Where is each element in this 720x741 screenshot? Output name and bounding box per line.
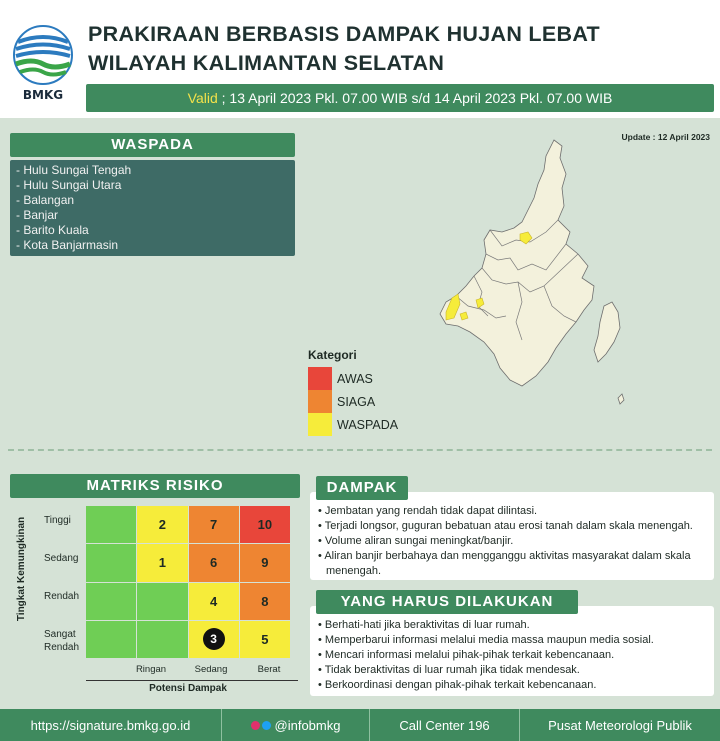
waspada-heading: WASPADA (10, 133, 295, 157)
section-divider (8, 449, 712, 451)
valid-label: Valid (187, 90, 218, 106)
small-island (618, 394, 624, 404)
legend-label: WASPADA (337, 417, 399, 432)
row-label: Sedang (44, 553, 79, 564)
col-label: Ringan (135, 664, 167, 675)
logo-text: BMKG (22, 88, 64, 102)
valid-period-bar (86, 84, 714, 112)
kalsel-map (436, 136, 636, 406)
harus-heading: YANG HARUS DILAKUKAN (316, 590, 578, 614)
matrix-cell: 4 (189, 583, 239, 620)
matrix-cell (137, 583, 187, 620)
matrix-cell: 2 (137, 506, 187, 543)
col-label: Sedang (194, 664, 228, 675)
matrix-cell: 10 (240, 506, 290, 543)
pulau-laut-island (594, 302, 620, 362)
matriks-heading: MATRIKS RISIKO (10, 474, 300, 498)
harus-box (310, 606, 714, 696)
matrix-cell: 6 (189, 544, 239, 581)
valid-period: ; 13 April 2023 Pkl. 07.00 WIB s/d 14 April 2023 Pkl. 07.00 WIB (217, 90, 613, 106)
row-label: Rendah (44, 591, 80, 602)
highlight-marker: 3 (203, 628, 225, 650)
row-label: Sangat Rendah (44, 629, 80, 653)
dampak-item: • Volume aliran sungai meningkat/banjir. (318, 534, 706, 549)
harus-item: • Mencari informasi melalui pihak-pihak terkait kebencanaan. (318, 648, 706, 663)
social-handle: @infobmkg (274, 717, 341, 733)
mainland-shape (440, 140, 594, 386)
area-item: - Balangan (16, 193, 75, 207)
matrix-cell (86, 506, 136, 543)
row-label: Tinggi (44, 515, 71, 526)
matrix-cell: 5 (240, 621, 290, 658)
instagram-icon (251, 721, 260, 730)
legend-label: AWAS (337, 371, 373, 386)
y-axis-title: Tingkat Kemungkinan (16, 516, 27, 622)
x-axis-title: Potensi Dampak (149, 683, 227, 694)
matrix-cell (137, 621, 187, 658)
harus-item: • Tidak beraktivitas di luar rumah jika tidak mendesak. (318, 663, 706, 678)
matrix-cell (189, 621, 239, 658)
harus-item: • Berkoordinasi dengan pihak-pihak terkait kebencanaan. (318, 678, 706, 693)
matrix-cell: 8 (240, 583, 290, 620)
header (0, 0, 720, 118)
matrix-cell: 9 (240, 544, 290, 581)
legend-row-awas (308, 367, 398, 390)
legend-label: SIAGA (337, 394, 376, 409)
social-link[interactable] (222, 709, 370, 741)
waspada-swatch (308, 413, 332, 436)
harus-item: • Memperbarui informasi melalui media massa maupun media sosial. (318, 633, 706, 648)
area-item: - Barito Kuala (16, 223, 89, 237)
area-item: - Hulu Sungai Tengah (16, 163, 132, 177)
page-title (88, 20, 600, 78)
dampak-heading: DAMPAK (316, 476, 408, 500)
risk-matrix-grid (86, 506, 290, 658)
col-label: Berat (257, 664, 281, 675)
dampak-item: • Jembatan yang rendah tidak dapat dilintasi. (318, 504, 706, 519)
matrix-cell (86, 544, 136, 581)
call-center: Call Center 196 (370, 709, 520, 741)
website-link[interactable]: https://signature.bmkg.go.id (0, 709, 222, 741)
footer (0, 709, 720, 741)
bmkg-logo-icon (12, 24, 74, 86)
area-item: - Banjar (16, 208, 59, 222)
area-item: - Kota Banjarmasin (16, 238, 119, 252)
social-icons (251, 721, 271, 730)
bmkg-logo (12, 24, 74, 104)
legend-row-waspada (308, 413, 398, 436)
org-name: Pusat Meteorologi Publik (548, 717, 692, 733)
kategori-title: Kategori (308, 348, 357, 362)
title-line-1: PRAKIRAAN BERBASIS DAMPAK HUJAN LEBAT (88, 22, 600, 46)
matrix-cell: 1 (137, 544, 187, 581)
siaga-swatch (308, 390, 332, 413)
area-item: - Hulu Sungai Utara (16, 178, 122, 192)
matrix-cell (86, 621, 136, 658)
kategori-legend (308, 348, 398, 436)
harus-item: • Berhati-hati jika beraktivitas di luar rumah. (318, 618, 706, 633)
matrix-cell (86, 583, 136, 620)
twitter-icon (262, 721, 271, 730)
x-axis-line (86, 680, 298, 681)
waspada-area-list (10, 160, 295, 256)
dampak-item: • Aliran banjir berbahaya dan mengganggu aktivitas masyarakat dalam skala menengah. (318, 549, 706, 579)
dampak-box (310, 492, 714, 580)
awas-swatch (308, 367, 332, 390)
title-line-2: WILAYAH KALIMANTAN SELATAN (88, 51, 445, 75)
update-date: Update : 12 April 2023 (621, 132, 710, 142)
dampak-item: • Terjadi longsor, guguran bebatuan atau erosi tanah dalam skala menengah. (318, 519, 706, 534)
legend-row-siaga (308, 390, 398, 413)
matrix-cell: 7 (189, 506, 239, 543)
